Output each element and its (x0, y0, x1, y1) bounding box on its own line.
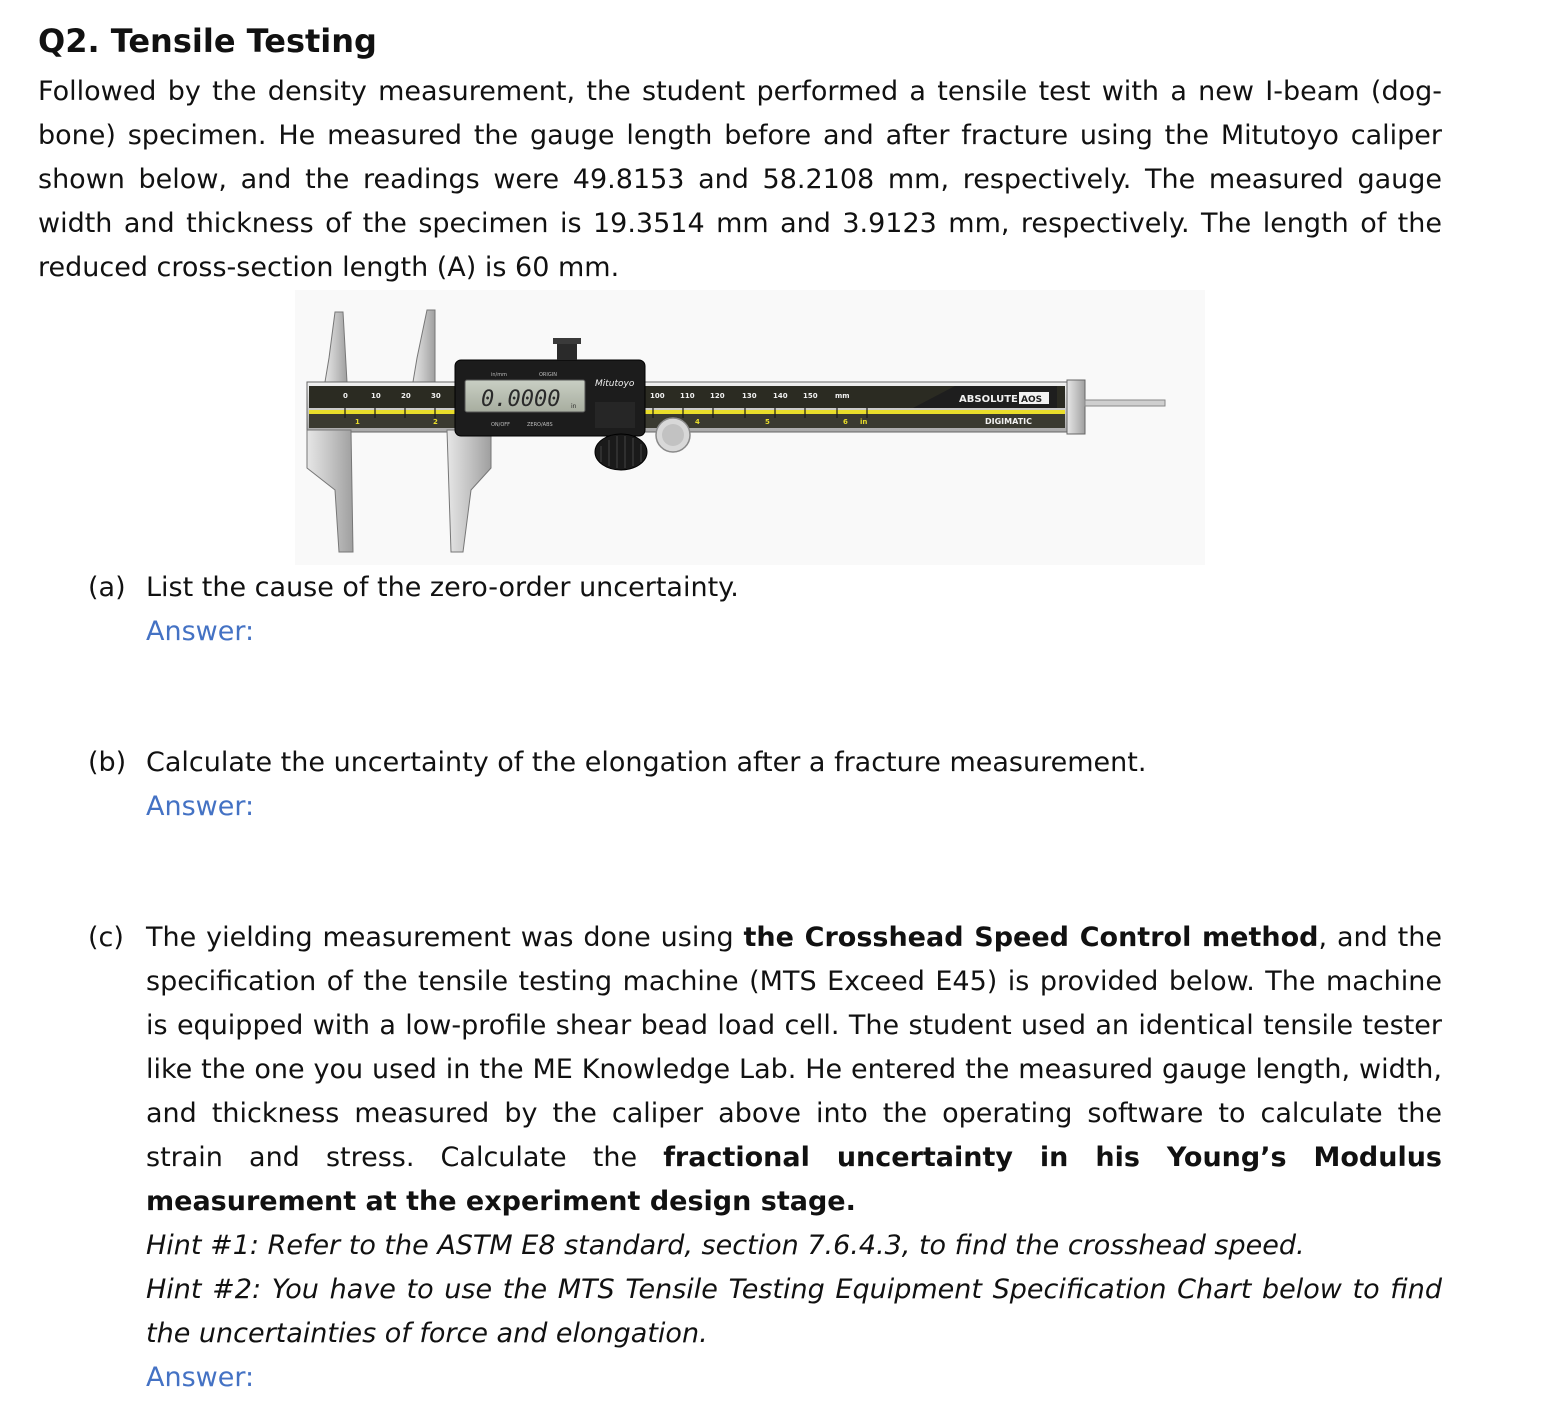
answer-c-field[interactable]: Answer: (146, 1362, 255, 1393)
scale-label: 0 (343, 392, 348, 400)
hint-2: Hint #2: You have to use the MTS Tensile Testing Equipment Specification Chart below to find the uncertainties of force and elongation. (146, 1274, 1442, 1349)
depth-rod (1085, 400, 1165, 406)
question-c (88, 916, 1442, 1400)
answer-b-field[interactable]: Answer: (146, 791, 255, 822)
page-title: Q2. Tensile Testing (38, 22, 377, 60)
scale-label: 150 (803, 392, 818, 400)
yellow-stripe (309, 410, 1065, 414)
inch-label: 4 (695, 418, 700, 426)
question-a-label: (a) (88, 572, 126, 603)
in-mm-label: in/mm (491, 372, 507, 378)
question-a (88, 566, 1442, 654)
question-b-text: Calculate the uncertainty of the elongation after a fracture measurement. (146, 747, 1147, 778)
lcd-reading: 0.0000 (481, 387, 561, 412)
zero-abs-button: ZERO/ABS (527, 422, 553, 428)
scale-label: 110 (680, 392, 695, 400)
absolute-label: ABSOLUTE (959, 394, 1018, 405)
lcd-unit: in (571, 403, 577, 410)
question-c-text-2: , and the specification of the tensile testing machine (MTS Exceed E45) is provided below. The machine is equipped with a low-profile shear bead load cell. The student used an identical tensile tester like the one you used in the ME Knowledge Lab. He entered the measured gauge length, width, and thickness measured by the caliper above into the operating software to calculate the strain and stress. Calculate the (146, 922, 1442, 1173)
scale-label: 30 (431, 392, 441, 400)
crosshead-method-emphasis: the Crosshead Speed Control method (743, 922, 1319, 953)
question-b-label: (b) (88, 747, 127, 778)
question-c-text-1: The yielding measurement was done using (146, 922, 744, 953)
on-off-button: ON/OFF (491, 422, 511, 428)
thumb-roller (595, 434, 647, 470)
young-modulus-emphasis: fractional uncertainty in his Young’s Modulus measurement at the experiment design stage. (146, 1142, 1442, 1217)
inch-label: 5 (765, 418, 770, 426)
inch-label: 1 (355, 418, 360, 426)
intro-paragraph: Followed by the density measurement, the student performed a tensile test with a new I-beam (dog-bone) specimen. He measured the gauge length before and after fracture using the Mitutoyo caliper shown below, and the readings were 49.8153 and 58.2108 mm, respectively. The measured gauge width and thickness of the specimen is 19.3514 mm and 3.9123 mm, respectively. The length of the reduced cross-section length (A) is 60 mm. (38, 76, 1442, 283)
aos-label: AOS (1021, 395, 1043, 405)
scale-label: 100 (650, 392, 665, 400)
hint-1: Hint #1: Refer to the ASTM E8 standard, section 7.6.4.3, to find the crosshead speed. (146, 1230, 1305, 1261)
scale-label: 140 (773, 392, 788, 400)
lock-screw (557, 342, 577, 360)
digimatic-label: DIGIMATIC (985, 417, 1032, 426)
scale-label: 130 (742, 392, 757, 400)
question-c-label: (c) (88, 922, 124, 953)
inch-label: 2 (433, 418, 438, 426)
scale-label: 10 (371, 392, 381, 400)
caliper-figure (295, 290, 1205, 565)
brand-label: Mitutoyo (595, 379, 635, 389)
end-cap (1067, 380, 1085, 434)
scale-label: 120 (710, 392, 725, 400)
answer-a-field[interactable]: Answer: (146, 616, 255, 647)
scale-label: 20 (401, 392, 411, 400)
question-a-text: List the cause of the zero-order uncertainty. (146, 572, 739, 603)
inch-label: 6 (843, 418, 848, 426)
scale-label: mm (835, 392, 850, 400)
caliper-illustration (295, 290, 1205, 565)
question-c-text (146, 916, 1442, 1224)
question-b (88, 741, 1442, 829)
inch-label: in (860, 418, 868, 426)
origin-label: ORIGIN (539, 372, 557, 378)
